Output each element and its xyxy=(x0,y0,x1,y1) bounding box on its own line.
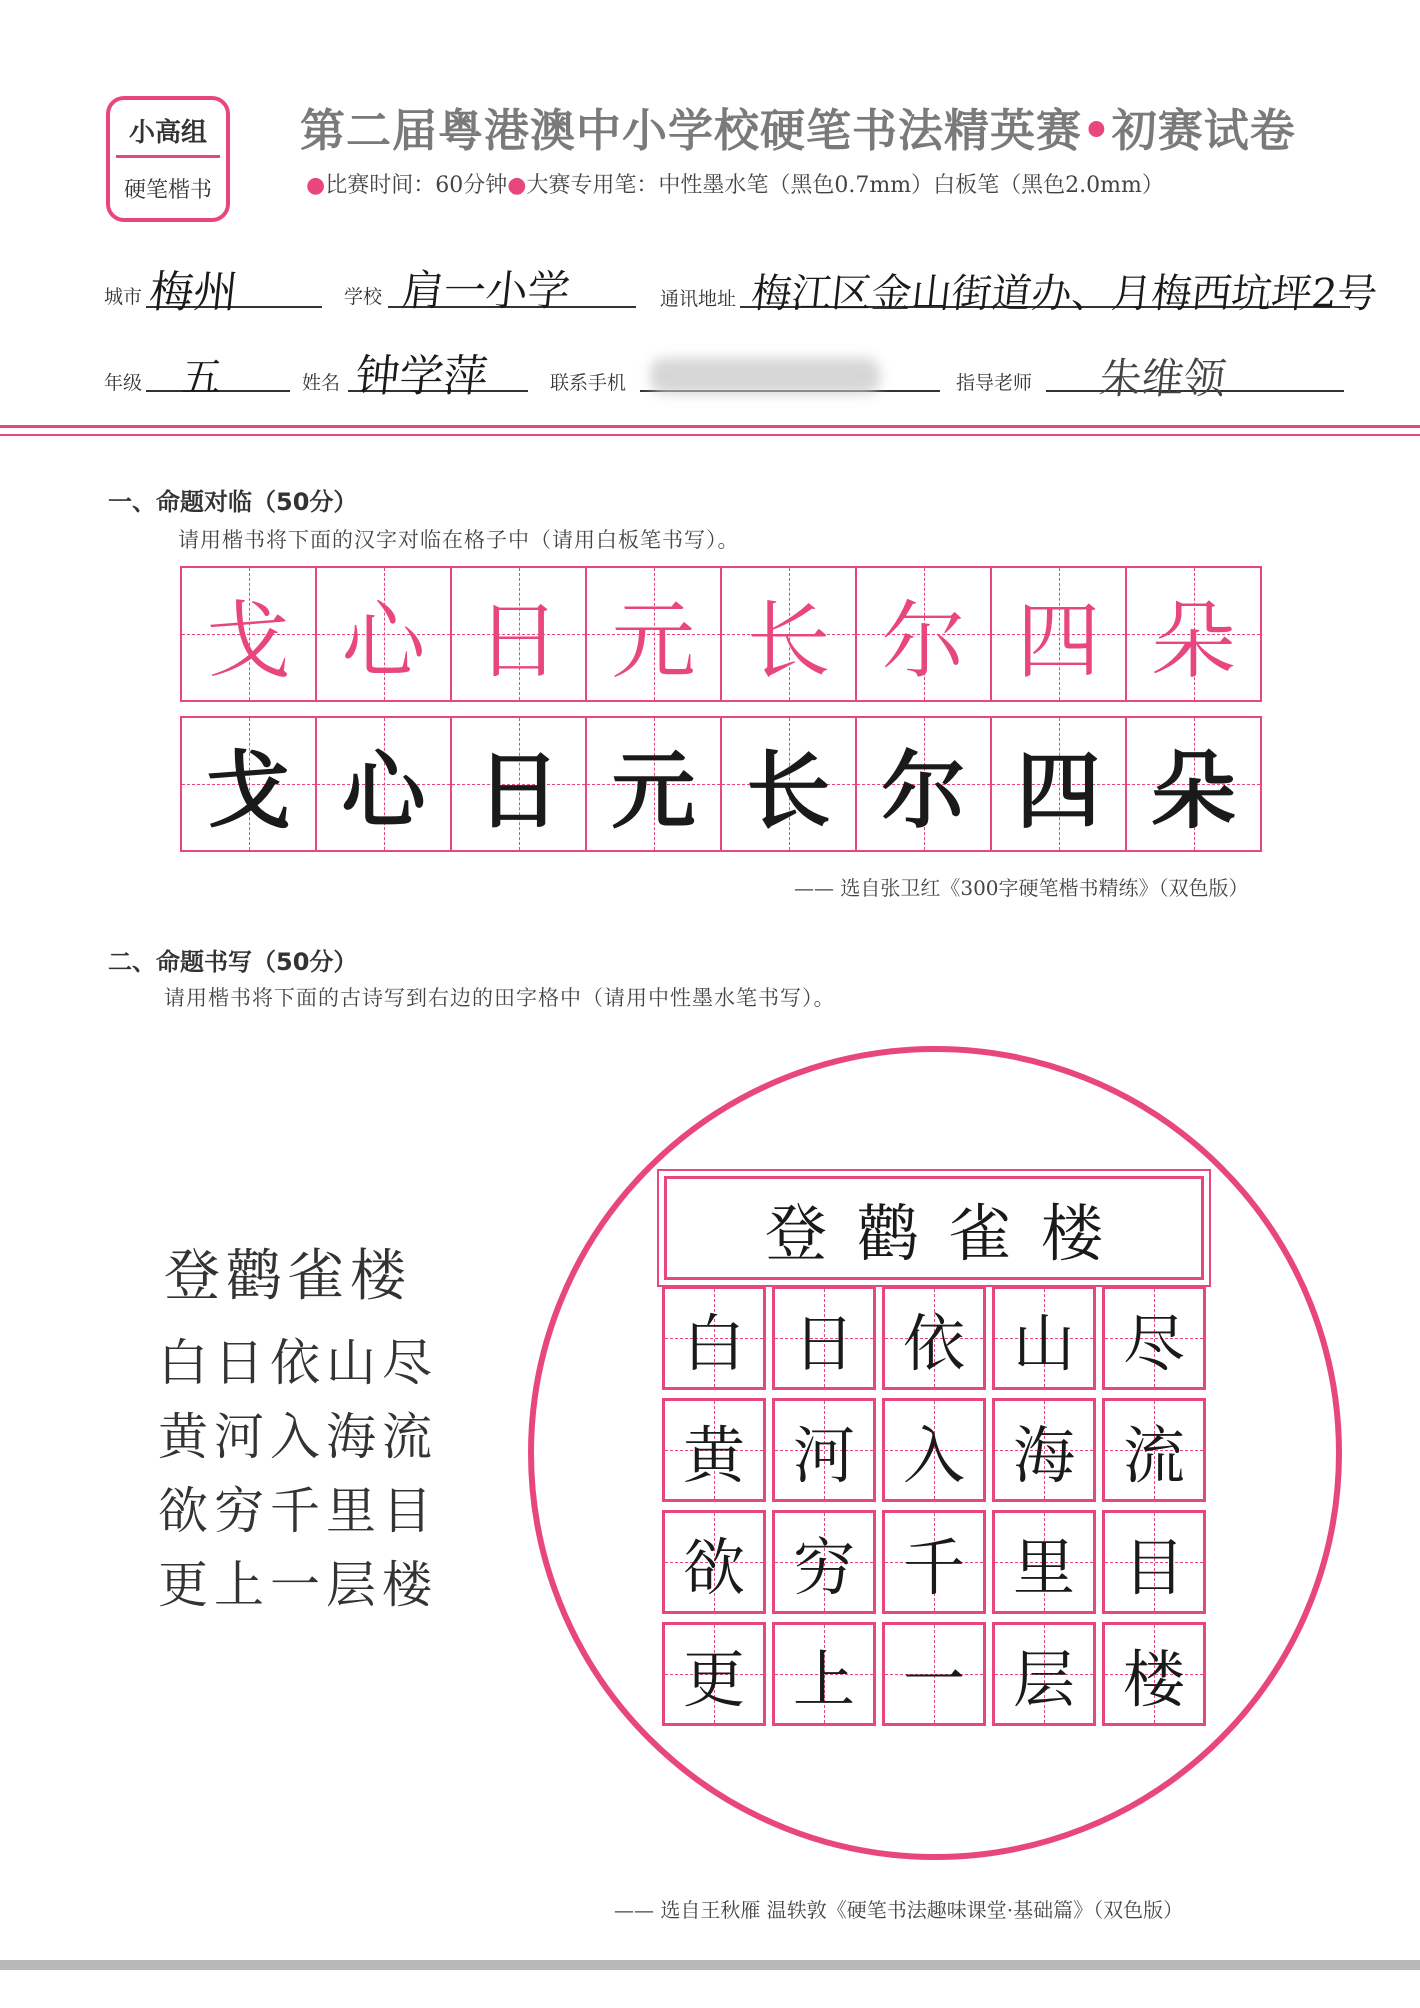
city-value[interactable]: 梅州 xyxy=(146,267,241,318)
poem-cell-char: 里 xyxy=(1012,1530,1075,1604)
teacher-value[interactable]: 朱维领 xyxy=(1097,354,1229,403)
poem-cell[interactable] xyxy=(772,1510,876,1614)
phone-label: 联系手机 xyxy=(550,372,627,394)
poem-line: 黄河入海流 xyxy=(158,1408,438,1466)
model-cell xyxy=(1127,568,1260,700)
section1-title: 一、命题对临（50分） xyxy=(108,488,358,516)
poem-cell-char: 山 xyxy=(1012,1306,1075,1380)
poem-source xyxy=(158,1232,438,1622)
poem-cell[interactable] xyxy=(1102,1510,1206,1614)
written-char-row[interactable] xyxy=(180,716,1262,852)
model-char-row xyxy=(180,566,1262,702)
poem-line: 欲穷千里目 xyxy=(158,1482,438,1540)
address-label: 通讯地址 xyxy=(660,288,737,310)
section2-title: 二、命题书写（50分） xyxy=(108,948,358,976)
name-label: 姓名 xyxy=(302,372,341,394)
city-label: 城市 xyxy=(104,286,143,308)
poem-cell-char: 目 xyxy=(1122,1530,1185,1604)
poem-cell-char: 尽 xyxy=(1122,1306,1185,1380)
poem-cell-char: 更 xyxy=(682,1642,745,1716)
poem-source-title: 登鹳雀楼 xyxy=(164,1244,412,1309)
poem-cell-char: 流 xyxy=(1122,1418,1185,1492)
poem-cell[interactable] xyxy=(1102,1286,1206,1390)
header-divider-thin xyxy=(0,434,1420,436)
section1-instruction: 请用楷书将下面的汉字对临在格子中（请用白板笔书写）。 xyxy=(178,528,740,552)
poem-cell[interactable] xyxy=(882,1398,986,1502)
teacher-label: 指导老师 xyxy=(956,372,1033,394)
grade-value[interactable]: 五 xyxy=(179,355,225,401)
section2-instruction: 请用楷书将下面的古诗写到右边的田字格中（请用中性墨水笔书写）。 xyxy=(164,986,836,1010)
poem-cell-char: 海 xyxy=(1012,1418,1075,1492)
poem-writing-grid[interactable] xyxy=(662,1286,1206,1726)
poem-cell[interactable] xyxy=(882,1622,986,1726)
poem-cell[interactable] xyxy=(662,1622,766,1726)
model-cell-char: 四 xyxy=(1016,591,1101,690)
grade-label: 年级 xyxy=(104,372,143,394)
poem-cell[interactable] xyxy=(882,1286,986,1390)
poem-cell[interactable] xyxy=(992,1286,1096,1390)
title-dot-icon: • xyxy=(1082,104,1112,157)
poem-cell-char: 日 xyxy=(792,1306,855,1380)
model-cell-char: 元 xyxy=(611,591,696,690)
written-cell[interactable] xyxy=(722,718,857,850)
model-cell xyxy=(182,568,317,700)
title-text: 第二届粤港澳中小学校硬笔书法精英赛 xyxy=(300,104,1083,157)
poem-cell-char: 依 xyxy=(902,1306,965,1380)
title-suffix: 初赛试卷 xyxy=(1111,104,1296,157)
model-cell-char: 朵 xyxy=(1151,591,1236,690)
exam-info xyxy=(306,168,1164,199)
poem-cell-char: 千 xyxy=(902,1530,965,1604)
poem-cell[interactable] xyxy=(1102,1622,1206,1726)
written-cell-char: 尔 xyxy=(881,741,966,840)
written-cell[interactable] xyxy=(317,718,452,850)
group-badge xyxy=(106,96,230,222)
written-cell-char: 朵 xyxy=(1151,741,1236,840)
poem-cell-char: 上 xyxy=(792,1642,855,1716)
bullet-icon: ● xyxy=(306,173,326,198)
written-cell[interactable] xyxy=(992,718,1127,850)
written-cell[interactable] xyxy=(587,718,722,850)
written-cell-char: 元 xyxy=(611,741,696,840)
page-title xyxy=(300,94,1360,159)
poem-line: 更上一层楼 xyxy=(158,1556,438,1614)
exam-time: 比赛时间：60分钟 xyxy=(325,173,508,198)
bullet-icon: ● xyxy=(507,173,527,198)
poem-cell-char: 白 xyxy=(682,1306,745,1380)
poem-cell-char: 入 xyxy=(902,1418,965,1492)
model-cell xyxy=(317,568,452,700)
badge-style-label: 硬笔楷书 xyxy=(123,177,212,203)
poem-cell-char: 欲 xyxy=(682,1530,745,1604)
model-cell-char: 心 xyxy=(341,591,426,690)
written-cell-char: 心 xyxy=(341,741,426,840)
section2-source: —— 选自王秋雁 温轶敦《硬笔书法趣味课堂·基础篇》（双色版） xyxy=(614,1898,1184,1922)
model-cell xyxy=(452,568,587,700)
badge-group-label: 小高组 xyxy=(116,106,220,158)
footer-bar xyxy=(0,1960,1420,1970)
poem-cell[interactable] xyxy=(772,1398,876,1502)
poem-cell[interactable] xyxy=(772,1286,876,1390)
poem-cell-char: 一 xyxy=(902,1642,965,1716)
model-cell-char: 长 xyxy=(746,591,831,690)
written-cell-char: 日 xyxy=(476,741,561,840)
written-poem-title[interactable]: 登鹳雀楼 xyxy=(664,1176,1204,1280)
header-divider xyxy=(0,425,1420,428)
poem-cell[interactable] xyxy=(662,1510,766,1614)
written-cell-char: 四 xyxy=(1016,741,1101,840)
written-cell[interactable] xyxy=(1127,718,1260,850)
poem-cell[interactable] xyxy=(992,1622,1096,1726)
poem-cell[interactable] xyxy=(1102,1398,1206,1502)
model-cell-char: 尔 xyxy=(881,591,966,690)
exam-pens: 大赛专用笔：中性墨水笔（黑色0.7mm）白板笔（黑色2.0mm） xyxy=(526,173,1164,198)
poem-cell-char: 黄 xyxy=(682,1418,745,1492)
written-cell[interactable] xyxy=(182,718,317,850)
address-value[interactable]: 梅江区金山街道办、月梅西坑坪2号 xyxy=(749,271,1380,317)
model-cell-char: 戈 xyxy=(206,591,291,690)
poem-cell[interactable] xyxy=(662,1398,766,1502)
model-cell-char: 日 xyxy=(476,591,561,690)
poem-line: 白日依山尽 xyxy=(158,1334,438,1392)
model-cell xyxy=(992,568,1127,700)
written-cell[interactable] xyxy=(452,718,587,850)
poem-cell[interactable] xyxy=(772,1622,876,1726)
poem-cell[interactable] xyxy=(992,1510,1096,1614)
section1-source: —— 选自张卫红《300字硬笔楷书精练》（双色版） xyxy=(794,876,1249,900)
poem-cell[interactable] xyxy=(882,1510,986,1614)
model-cell xyxy=(722,568,857,700)
model-cell xyxy=(587,568,722,700)
written-cell-char: 长 xyxy=(746,741,831,840)
poem-cell-char: 层 xyxy=(1012,1642,1075,1716)
poem-cell[interactable] xyxy=(662,1286,766,1390)
poem-cell-char: 河 xyxy=(792,1418,855,1492)
model-cell xyxy=(857,568,992,700)
poem-cell[interactable] xyxy=(992,1398,1096,1502)
school-value[interactable]: 肩一小学 xyxy=(399,266,573,315)
poem-cell-char: 穷 xyxy=(792,1530,855,1604)
written-cell-char: 戈 xyxy=(206,741,291,840)
school-label: 学校 xyxy=(344,286,383,308)
name-value[interactable]: 钟学萍 xyxy=(352,351,491,402)
phone-redacted xyxy=(650,358,880,394)
written-cell[interactable] xyxy=(857,718,992,850)
poem-cell-char: 楼 xyxy=(1122,1642,1185,1716)
